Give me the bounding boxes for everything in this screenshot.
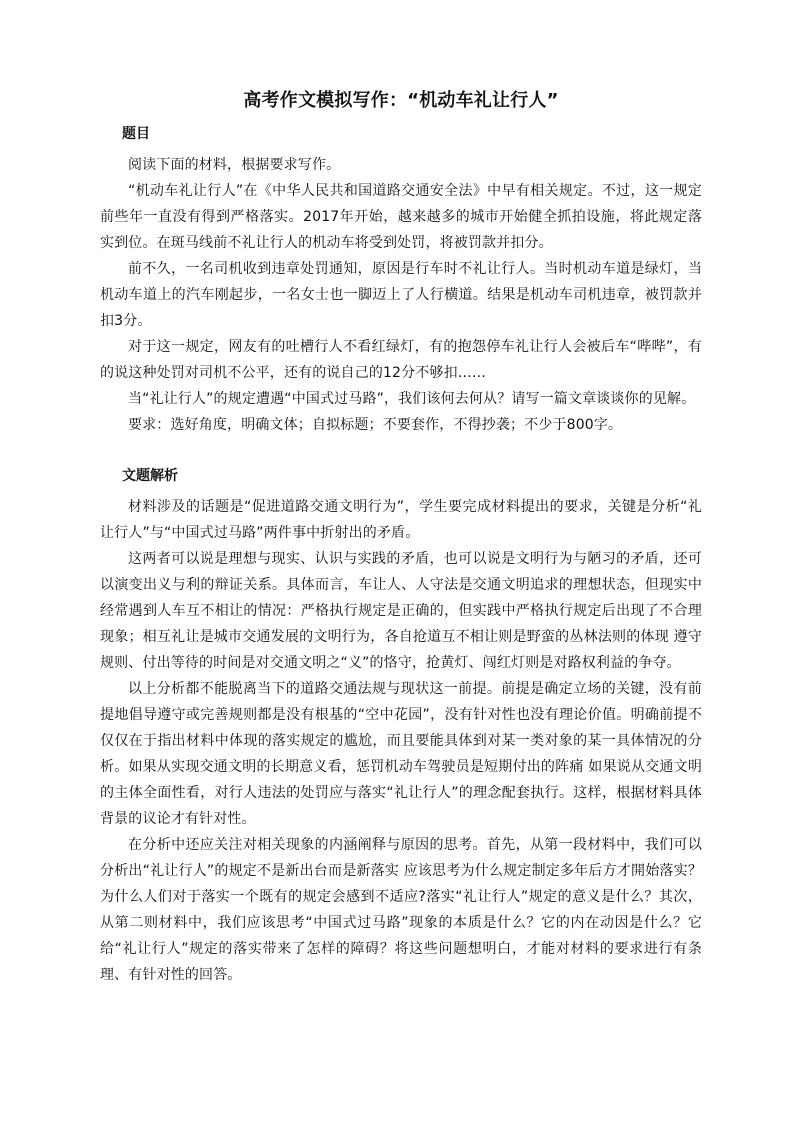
document-title: 高考作文模拟写作：“机动车礼让行人” (243, 90, 559, 111)
question-paragraph-1: 阅读下面的材料，根据要求写作。 (128, 157, 341, 173)
question-section (100, 124, 702, 438)
analysis-heading: 文题解析 (122, 468, 178, 484)
analysis-paragraph-4: 在分析中还应关注对相关现象的内涵阐释与原因的思考。首先，从第一段材料中，我们可以分析出“礼让行人”的规定不是新出台而是新落实 应该思考为什么规定制定多年后方才開始落实？为什么人们对于落实一个既有的规定会感到不适应?落实“礼让行人”规定的意义是什么？其次，从第二则材料中，我们应该思考“中国式过马路”现象的本质是什么？它的内在动因是什么？它给“礼让行人”规定的落实带来了怎样的障碍？将这些问题想明白，才能对材料的要求进行有条理、有针对性的回答。 (100, 837, 702, 983)
analysis-paragraph-1: 材料涉及的话题是“促进道路交通文明行为”，学生要完成材料提出的要求，关键是分析“礼让行人”与“中国式过马路”两件事中折射出的矛盾。 (100, 499, 702, 541)
question-requirements: 要求：选好角度，明确文体；自拟标题；不要套作，不得抄袭；不少于800字。 (128, 417, 623, 433)
question-paragraph-5: 当“礼让行人”的规定遭遇“中国式过马路”，我们该何去何从？请写一篇文章谈谈你的见解。 (128, 391, 696, 407)
question-paragraph-4: 对于这一规定，网友有的吐槽行人不看红绿灯，有的抱怨停车礼让行人会被后车“哔哔”，有的说这种处罚对司机不公平，还有的说自己的12分不够扣…… (100, 339, 702, 381)
question-heading: 题目 (122, 126, 150, 142)
analysis-paragraph-2: 这两者可以说是理想与现实、认识与实践的矛盾，也可以说是文明行为与陋习的矛盾，还可以演变出义与利的辩证关系。具体而言，车让人、人守法是交通文明追求的理想状态，但现实中经常遇到人车互不相让的情况：严格执行规定是正确的，但实践中严格执行规定后出现了不合理现象；相互礼让是城市交通发展的文明行为，各自抢道互不相让则是野蛮的丛林法则的体现 遵守规则、付出等待的时间是对交通文明之“义”的恪守，抢黄灯、闯红灯则是对路权利益的争夺。 (100, 551, 702, 671)
section-spacer (100, 438, 702, 460)
analysis-paragraph-3: 以上分析都不能脱离当下的道路交通法规与现状这一前提。前提是确定立场的关键，没有前提地倡导遵守或完善规则都是没有根基的“空中花园”，没有针对性也没有理论价值。明确前提不仅仅在于指出材料中体现的落实规定的尴尬，而且要能具体到对某一类对象的某一具体情况的分析。如果从实现交通文明的长期意义看，惩罚机动车驾驶员是短期付出的阵痛 如果说从交通文明的主体全面性看，对行人违法的处罚应与落实“礼让行人”的理念配套执行。这样，根据材料具体背景的议论才有针对性。 (100, 681, 702, 827)
question-paragraph-3: 前不久，一名司机收到违章处罚通知，原因是行车时不礼让行人。当时机动车道是绿灯，当机动车道上的汽车刚起步，一名女士也一脚迈上了人行横道。结果是机动车司机违章，被罚款并扣3分。 (100, 261, 702, 329)
analysis-section (100, 466, 702, 988)
question-paragraph-2: “机动车礼让行人”在《中华人民共和国道路交通安全法》中早有相关规定。不过，这一规定前些年一直没有得到严格落实。2017年开始，越来越多的城市开始健全抓拍设施，将此规定落实到位。在斑马线前不礼让行人的机动车将受到处罚，将被罚款并扣分。 (100, 183, 702, 251)
